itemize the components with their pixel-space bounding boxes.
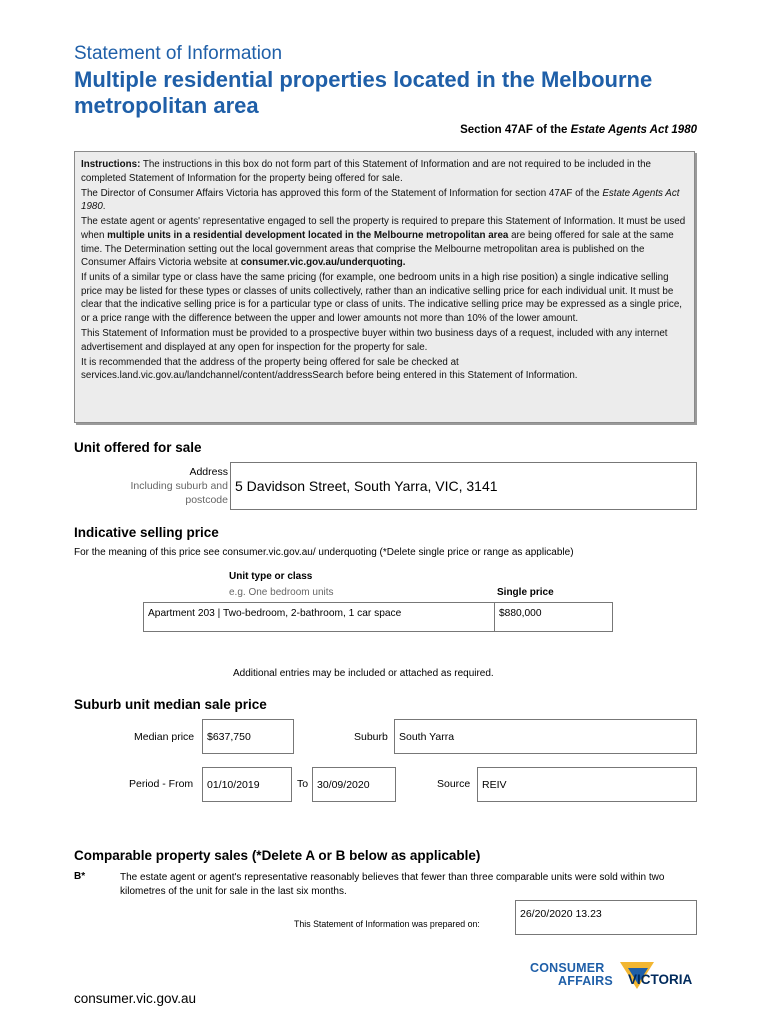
option-b-text: The estate agent or agent's representative reasonably believes that fewer than three comparable units were sold within two kilometres of the unit for sale in the last six months.	[120, 872, 665, 897]
option-b-marker: B*	[74, 871, 86, 882]
instructions-paragraph: This Statement of Information must be provided to a prospective buyer within two business days of a request, included with any internet advertisement and displayed at any open for inspection for the property for sale.	[81, 328, 668, 353]
period-to-field[interactable]: 30/09/2020	[312, 767, 396, 802]
instructions-paragraph	[81, 187, 688, 214]
footer-url[interactable]: consumer.vic.gov.au	[74, 991, 197, 1006]
single-price-column-header: Single price	[497, 587, 554, 598]
instructions-paragraph: It is recommended that the address of the property being offered for sale be checked at services.land.vic.gov.au/landchannel/content/addressSearch before being entered in this Statement of Information.	[81, 356, 578, 382]
address-label-line: Including suburb and	[130, 480, 228, 492]
address-label-line: postcode	[185, 494, 228, 506]
indicative-price-note: For the meaning of this price see consumer.vic.gov.au/ underquoting (*Delete single price or range as applicable)	[74, 547, 574, 558]
prepared-on-label: This Statement of Information was prepared on:	[294, 919, 480, 929]
source-label: Source	[437, 778, 471, 790]
instructions-lead: Instructions:	[81, 159, 141, 170]
period-from-label: Period - From	[129, 778, 194, 790]
instructions-link: consumer.vic.gov.au/underquoting.	[240, 257, 406, 269]
period-from-field[interactable]: 01/10/2019	[202, 767, 292, 802]
instructions-text: .	[102, 201, 106, 213]
instructions-box	[74, 151, 695, 423]
instructions-act: Estate Agents Act 1980	[81, 187, 680, 213]
prepared-on-field[interactable]: 26/20/2020 13.23	[515, 900, 697, 935]
unit-offered-heading: Unit offered for sale	[74, 440, 202, 455]
instructions-paragraph	[81, 158, 688, 185]
unit-type-field[interactable]: Apartment 203 | Two-bedroom, 2-bathroom, 1 car space	[143, 602, 495, 632]
logo-text-line: VICTORIA	[628, 972, 693, 987]
instructions-bold: multiple units in a residential development located in the Melbourne metropolitan area	[107, 229, 509, 241]
instructions-paragraph: If units of a similar type or class have the same pricing (for example, one bedroom units in a high rise position) a single indicative selling price may be listed for these types or classes of units collectively, rather than an indicative selling price for each individual unit. It must be clear that the indicative selling price is for a particular type or class of units. The indicative selling price may be expressed as a single price, or a price range with the difference between the upper and lower amounts not more than 10% of the lower amount.	[81, 272, 682, 325]
form-section-reference	[460, 124, 697, 136]
section-prefix: Section 47AF of the	[460, 124, 571, 136]
median-price-label: Median price	[134, 731, 195, 743]
source-field[interactable]: REIV	[477, 767, 697, 802]
form-kicker: Statement of Information	[74, 43, 283, 64]
single-price-field[interactable]: $880,000	[494, 602, 613, 632]
form-title: Multiple residential properties located in the Melbourne metropolitan area	[74, 67, 653, 118]
median-price-heading: Suburb unit median sale price	[74, 697, 267, 712]
instructions-text: The instructions in this box do not form part of this Statement of Information and are not required to be included in the completed Statement of Information for the property being offered for sale.	[81, 159, 651, 184]
address-field[interactable]: 5 Davidson Street, South Yarra, VIC, 3141	[230, 462, 697, 510]
address-label-line: Address	[189, 466, 228, 478]
section-act: Estate Agents Act 1980	[570, 124, 697, 136]
instructions-text: The Director of Consumer Affairs Victoria has approved this form of the Statement of Information for section 47AF of the	[81, 187, 603, 199]
unit-type-column-hint: e.g. One bedroom units	[229, 587, 334, 598]
unit-type-column-header: Unit type or class	[229, 571, 313, 582]
logo-text-line: AFFAIRS	[558, 974, 613, 988]
additional-entries-note: Additional entries may be included or attached as required.	[233, 668, 494, 679]
instructions-text: are being offered for sale at the same time. The Determination setting out the local government areas that comprise the Melbourne metropolitan area is published on the Consumer Affairs Victoria website at	[81, 229, 674, 269]
instructions-text: The estate agent or agents' representative engaged to sell the property is required to prepare this Statement of Information. It must be used when	[81, 216, 686, 241]
median-price-field[interactable]: $637,750	[202, 719, 294, 754]
indicative-price-heading: Indicative selling price	[74, 525, 219, 540]
instructions-paragraph	[81, 215, 688, 269]
logo-text-line: CONSUMER	[530, 961, 605, 975]
suburb-label: Suburb	[354, 731, 388, 743]
comparable-sales-heading: Comparable property sales (*Delete A or B below as applicable)	[74, 848, 481, 863]
address-label	[131, 465, 229, 507]
period-to-label: To	[297, 778, 309, 790]
consumer-affairs-victoria-logo	[528, 959, 708, 1005]
suburb-field[interactable]: South Yarra	[394, 719, 697, 754]
